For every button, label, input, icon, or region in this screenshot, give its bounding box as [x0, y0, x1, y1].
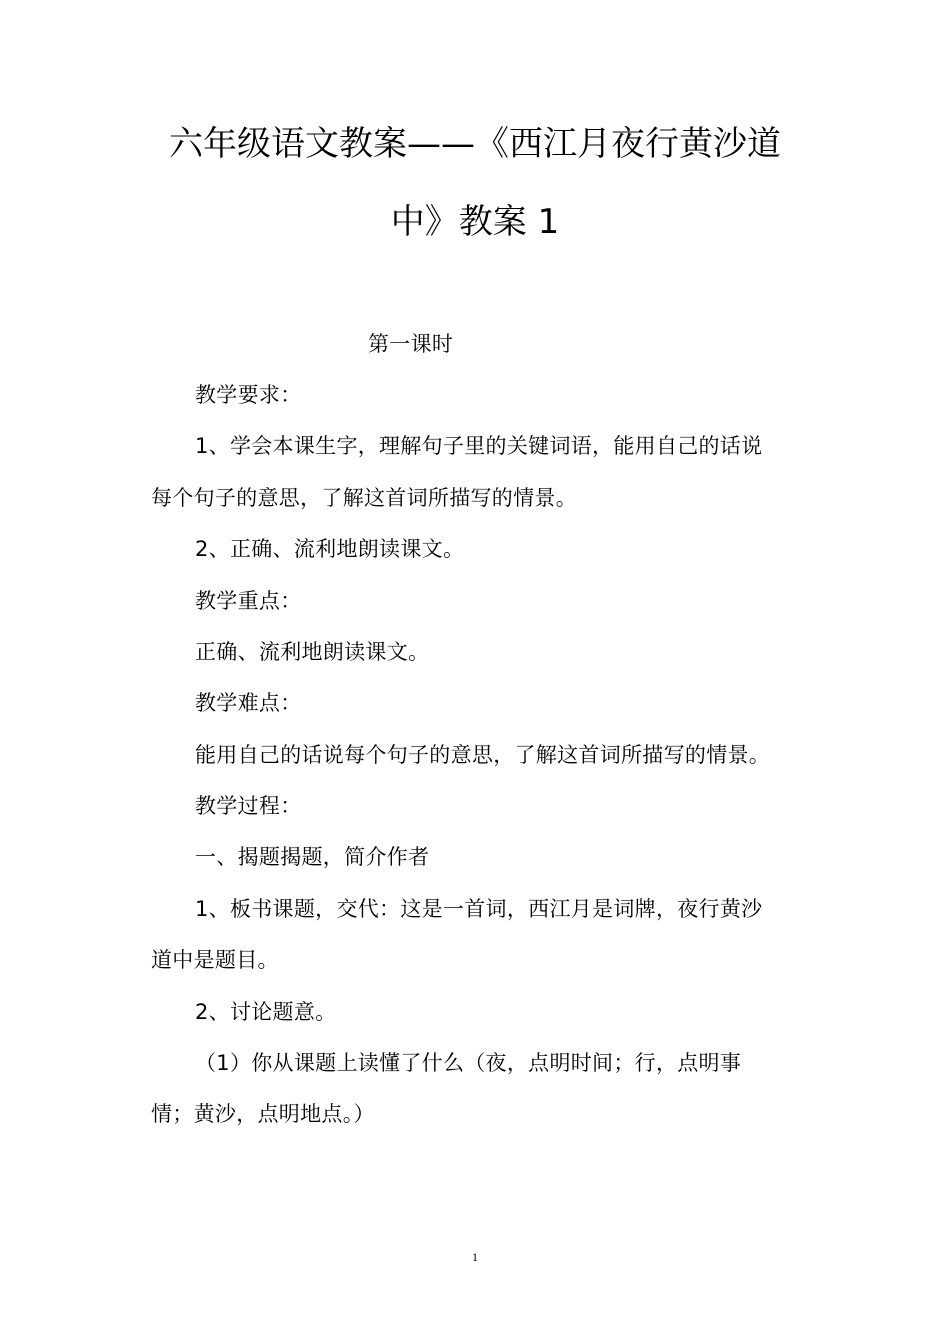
paragraph-line: 1、板书课题，交代：这是一首词，西江月是词牌，夜行黄沙	[195, 897, 763, 921]
section-heading-key-points: 教学重点：	[195, 589, 302, 613]
paragraph-line: 2、讨论题意。	[195, 1000, 337, 1024]
page-number: 1	[472, 1250, 478, 1264]
document-title-line-2: 中》教案 1	[390, 202, 560, 242]
paragraph-line: 能用自己的话说每个句子的意思，了解这首词所描写的情景。	[195, 743, 771, 767]
paragraph-line: 道中是题目。	[151, 948, 279, 972]
paragraph-line: （1）你从课题上读懂了什么（夜，点明时间；行，点明事	[195, 1051, 742, 1075]
document-title-line-1: 六年级语文教案——《西江月夜行黄沙道	[169, 124, 781, 164]
paragraph-line: 1、学会本课生字，理解句子里的关键词语，能用自己的话说	[195, 434, 763, 458]
paragraph-line: 情；黄沙，点明地点。）	[151, 1102, 375, 1126]
paragraph-line: 每个句子的意思，了解这首词所描写的情景。	[151, 486, 577, 510]
paragraph-line: 2、正确、流利地朗读课文。	[195, 537, 465, 561]
lesson-subtitle: 第一课时	[368, 332, 454, 356]
paragraph-line: 一、揭题揭题，简介作者	[195, 845, 430, 869]
section-heading-requirements: 教学要求：	[195, 383, 302, 407]
section-heading-difficulties: 教学难点：	[195, 691, 302, 715]
paragraph-line: 正确、流利地朗读课文。	[195, 640, 430, 664]
section-heading-process: 教学过程：	[195, 794, 302, 818]
